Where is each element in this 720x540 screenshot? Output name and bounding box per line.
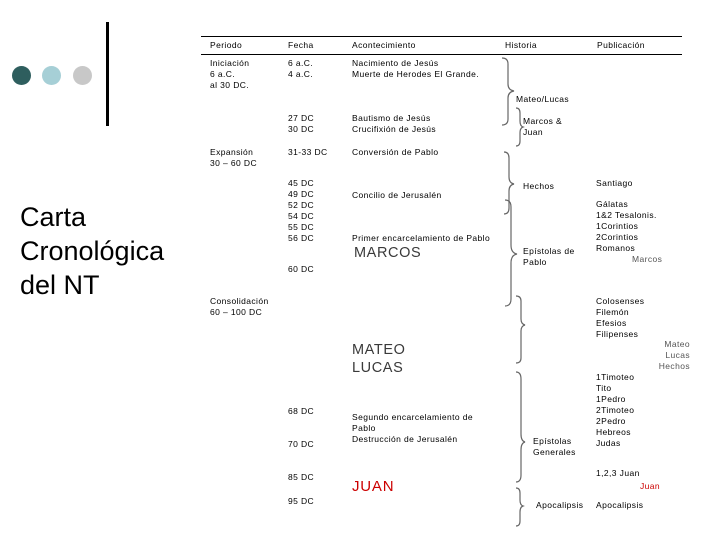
title-line: Carta (20, 202, 87, 232)
gospel-label-mateo-lucas: MATEO LUCAS (352, 342, 406, 376)
gospel-label-juan: JUAN (352, 478, 395, 495)
title-line: del NT (20, 270, 100, 300)
brace-mateo-lucas (502, 58, 514, 125)
gospel-label-marcos: MARCOS (354, 245, 422, 261)
header-fecha: Fecha (288, 40, 314, 50)
event-cell: Conversión de Pablo (352, 147, 439, 157)
date-cell: 70 DC (288, 439, 315, 449)
date-cell: 60 DC (288, 264, 315, 274)
publication-general-letters: 1Timoteo Tito 1Pedro 2Timoteo 2Pedro Hebreos Judas (596, 372, 635, 448)
brace-hechos (504, 152, 514, 214)
publication-gospels: Mateo Lucas Hechos (658, 339, 690, 371)
date-cell: 31-33 DC (288, 147, 328, 157)
history-hechos: Hechos (523, 181, 555, 191)
publication-marcos: Marcos (632, 254, 663, 264)
header-periodo: Periodo (210, 40, 243, 50)
history-marcos-juan: Marcos & Juan (523, 116, 563, 137)
date-cell: 85 DC (288, 472, 315, 482)
header-acontecimiento: Acontecimiento (352, 40, 416, 50)
brace-epistolas-pablo (505, 200, 517, 306)
history-epistolas-generales: Epístolas Generales (533, 436, 576, 457)
publication-juan: Juan (640, 481, 661, 491)
publication-santiago: Santiago (596, 178, 633, 188)
header-historia: Historia (505, 40, 538, 50)
period-expansion: Expansión 30 – 60 DC (210, 147, 257, 168)
brace-marcos-juan (516, 108, 523, 146)
date-cell: 27 DC 30 DC (288, 113, 315, 134)
date-cell: 45 DC 49 DC 52 DC 54 DC 55 DC 56 DC (288, 178, 315, 243)
publication-prison-letters: Colosenses Filemón Efesios Filipenses (596, 296, 645, 339)
event-cell: Concilio de Jerusalén (352, 190, 442, 200)
date-cell: 6 a.C. 4 a.C. (288, 58, 314, 79)
publication-juan-letters: 1,2,3 Juan (596, 468, 640, 478)
history-epistolas-pablo: Epístolas de Pablo (523, 246, 575, 267)
event-cell: Segundo encarcelamiento de Pablo Destrucción de Jerusalén (352, 412, 473, 444)
event-cell: Primer encarcelamiento de Pablo (352, 233, 491, 243)
period-iniciacion: Iniciación 6 a.C. al 30 DC. (210, 58, 250, 90)
date-cell: 68 DC (288, 406, 315, 416)
publication-apocalipsis: Apocalipsis (596, 500, 644, 510)
brace-consolidacion (516, 296, 525, 363)
header-publicacion: Publicación (597, 40, 645, 50)
date-cell: 95 DC (288, 496, 315, 506)
event-cell: Nacimiento de Jesús Muerte de Herodes El Grande. (352, 58, 479, 79)
history-mateo-lucas: Mateo/Lucas (516, 94, 570, 104)
history-apocalipsis: Apocalipsis (536, 500, 584, 510)
event-cell: Bautismo de Jesús Crucifixión de Jesús (352, 113, 437, 134)
title-line: Cronológica (20, 236, 165, 266)
brace-epistolas-generales (516, 372, 525, 482)
publication-pablo-letters: Gálatas 1&2 Tesalonis. 1Corintios 2Corintios Romanos (596, 199, 657, 253)
period-consolidacion: Consolidación 60 – 100 DC (210, 296, 269, 317)
brace-apocalipsis (516, 488, 523, 526)
